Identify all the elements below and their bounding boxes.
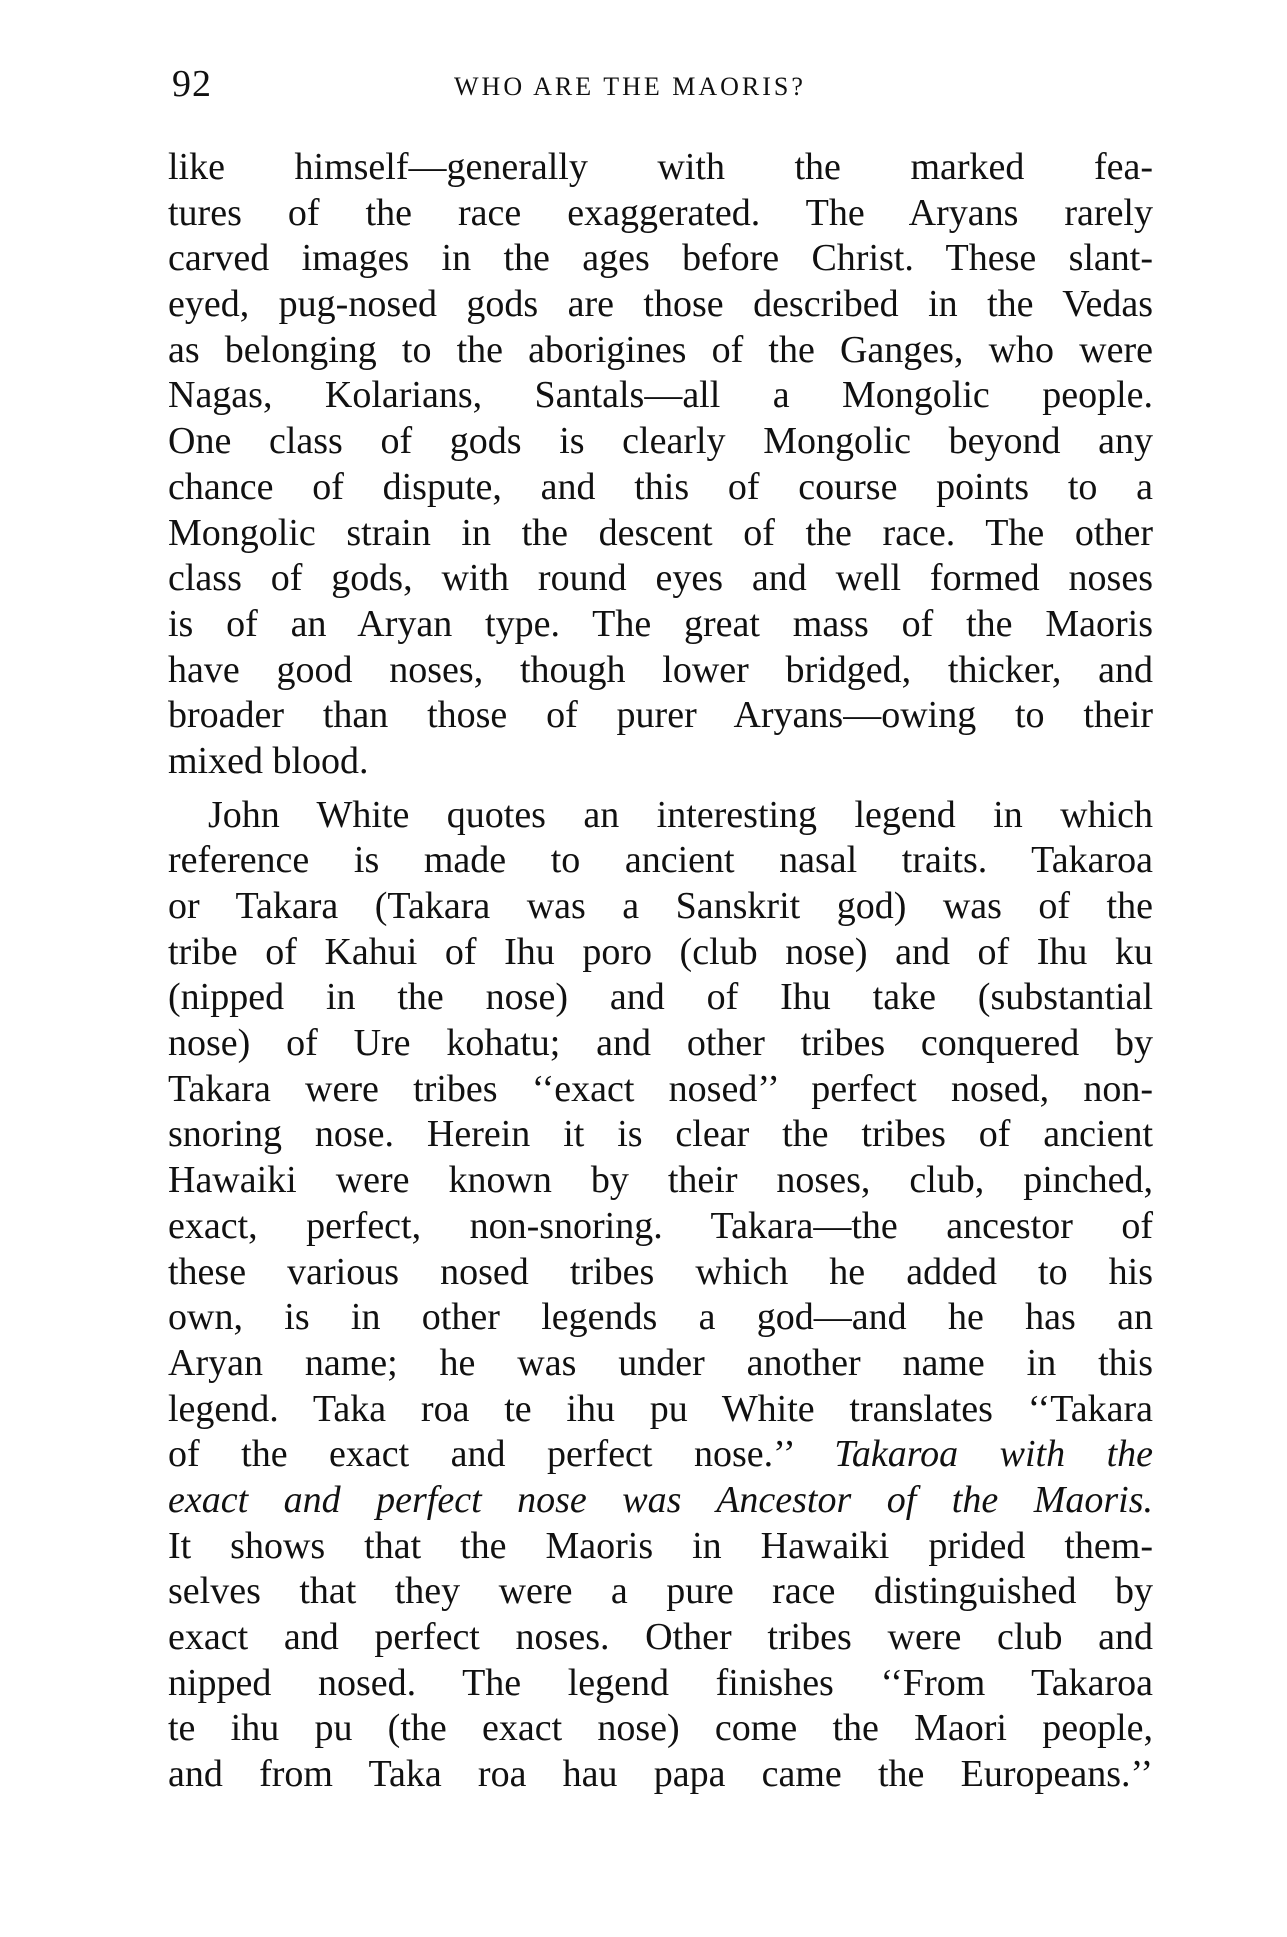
text-line: is of an Aryan type. The great mass of the Maoris <box>168 602 1153 645</box>
text-line: Nagas, Kolarians, Santals—all a Mongolic people. <box>168 374 1153 417</box>
text-line-mixed <box>168 1432 1153 1478</box>
text-line: and from Taka roa hau papa came the Europeans.’’ <box>168 1753 1153 1796</box>
text-line: It shows that the Maoris in Hawaiki prided them- <box>168 1524 1153 1567</box>
text-line: Takara were tribes ‘‘exact nosed’’ perfect nosed, non- <box>168 1067 1153 1110</box>
text-line: carved images in the ages before Christ. These slant- <box>168 237 1153 280</box>
text-line: eyed, pug-nosed gods are those described in the Vedas <box>168 283 1153 326</box>
text-line: Aryan name; he was under another name in this <box>168 1341 1153 1384</box>
text-line: nose) of Ure kohatu; and other tribes conquered by <box>168 1022 1153 1065</box>
text-line: reference is made to ancient nasal traits. Takaroa <box>168 839 1153 882</box>
text-line: One class of gods is clearly Mongolic beyond any <box>168 420 1153 463</box>
text-line: exact, perfect, non-snoring. Takara—the ancestor of <box>168 1204 1153 1247</box>
text-line: Hawaiki were known by their noses, club, pinched, <box>168 1159 1153 1202</box>
text-line: te ihu pu (the exact nose) come the Maori people, <box>168 1707 1153 1750</box>
text-line: mixed blood. <box>168 739 369 782</box>
body-text <box>168 145 1153 1798</box>
text-line: Mongolic strain in the descent of the race. The other <box>168 511 1153 554</box>
italic-line: exact and perfect nose was Ancestor of the Maoris. <box>168 1478 1153 1521</box>
paragraph-2 <box>168 793 1153 1798</box>
paragraph-1 <box>168 145 1153 785</box>
page-header <box>172 62 1152 112</box>
text-line: selves that they were a pure race distinguished by <box>168 1570 1153 1613</box>
text-line: snoring nose. Herein it is clear the tribes of ancient <box>168 1113 1153 1156</box>
text-line: like himself—generally with the marked fea- <box>168 146 1153 188</box>
page-number: 92 <box>172 63 212 105</box>
text-line: (nipped in the nose) and of Ihu take (substantial <box>168 976 1153 1019</box>
text-line: broader than those of purer Aryans—owing to their <box>168 694 1153 737</box>
text-line: nipped nosed. The legend finishes ‘‘From Takaroa <box>168 1661 1153 1704</box>
text-span: of the exact and perfect nose.’’ <box>168 1433 835 1476</box>
text-line: own, is in other legends a god—and he has an <box>168 1296 1153 1339</box>
running-head: WHO ARE THE MAORIS? <box>454 72 806 101</box>
text-line: class of gods, with round eyes and well formed noses <box>168 557 1153 600</box>
text-line: tures of the race exaggerated. The Aryans rarely <box>168 191 1153 234</box>
italic-span: Takaroa with the <box>834 1433 1153 1476</box>
text-line: as belonging to the aborigines of the Ganges, who were <box>168 328 1153 371</box>
text-line: exact and perfect noses. Other tribes were club and <box>168 1616 1153 1658</box>
text-line: these various nosed tribes which he added to his <box>168 1250 1153 1293</box>
text-line: legend. Taka roa te ihu pu White translates ‘‘Takara <box>168 1387 1153 1430</box>
text-line: or Takara (Takara was a Sanskrit god) was of the <box>168 885 1153 927</box>
text-line: John White quotes an interesting legend in which <box>208 793 1153 836</box>
text-line: chance of dispute, and this of course points to a <box>168 465 1153 508</box>
text-line: tribe of Kahui of Ihu poro (club nose) and of Ihu ku <box>168 930 1153 973</box>
text-line: have good noses, though lower bridged, thicker, and <box>168 648 1153 691</box>
